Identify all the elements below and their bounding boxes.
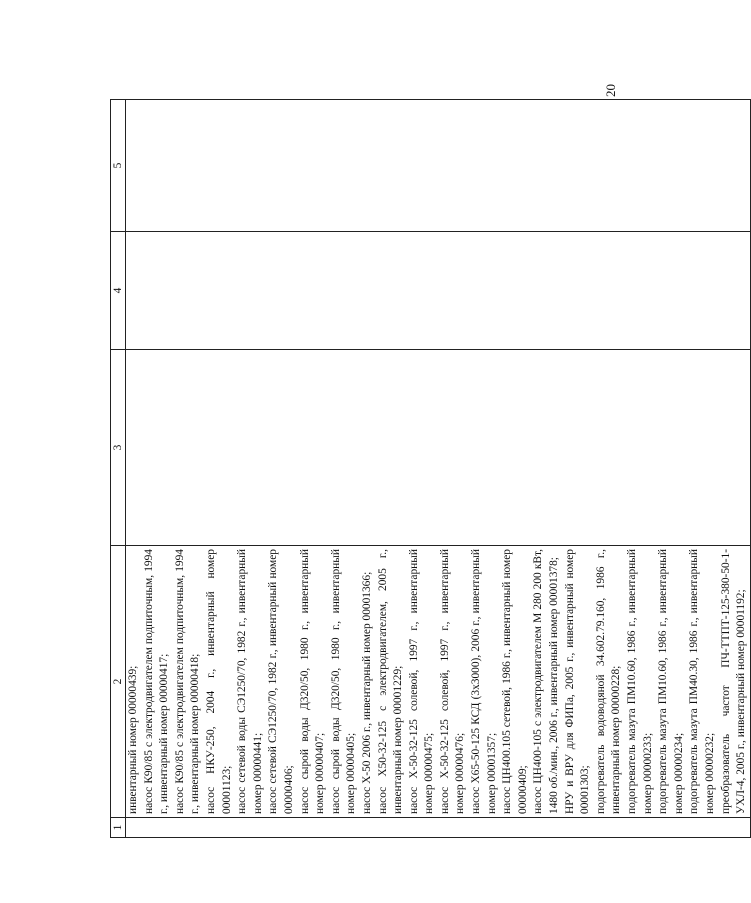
list-item: насос сырой воды Д320/50, 1980 г., инвентарный номер 00000407;	[298, 549, 327, 814]
cell-col-1	[126, 818, 751, 838]
list-item: насос ЦН400.105 сетевой, 1986 г., инвентарный номер 00000409;	[501, 549, 529, 814]
cell-col-5	[126, 100, 751, 232]
cell-col-2	[126, 546, 751, 818]
list-item: подогреватель водоводяной 34.602.79.160, 1986 г., инвентарный номер 00000228;	[594, 549, 623, 814]
column-header-4: 4	[111, 232, 126, 350]
list-item: насос сырой воды Д320/50, 1980 г., инвентарный номер 00000405;	[329, 549, 358, 814]
list-item: насос Х-50 2006 г., инвентарный номер 00001366;	[360, 571, 373, 814]
cell-col-4	[126, 232, 751, 350]
list-item: преобразователь частот ПЧ-ТТПТ-125-380-50-1-УХЛ-4, 2005 г., инвентарный номер 00001192;	[719, 549, 748, 814]
list-item: насос К90/85 с электродвигателем подпиточным, 1994 г., инвентарный номер 00000418;	[173, 549, 202, 814]
column-header-5: 5	[111, 100, 126, 232]
list-item: подогреватель мазута ПМ10.60, 1986 г., инвентарный номер 00000233;	[626, 549, 654, 814]
list-item: насос ЦН400-105 с электродвигателем М 280 200 кВт, 1480 об./мин., 2006 г., инвентарный номер 00001378;	[532, 549, 561, 814]
list-item: насос Х50-32-125 с электродвигателем, 2005 г., инвентарный номер 00001229;	[376, 549, 405, 814]
column-header-2: 2	[111, 546, 126, 818]
list-item: насос сетевой СЭ1250/70, 1982 г., инвентарный номер 00000406;	[267, 549, 295, 814]
rotated-page-content	[110, 100, 748, 838]
list-item: насос НКУ-250, 2004 г., инвентарный номер 00001123;	[204, 549, 233, 814]
list-item: насос Х65-50-125 КСД (3х3000), 2006 г., инвентарный номер 00001357;	[470, 549, 498, 814]
column-header-1: 1	[111, 818, 126, 838]
list-item: насос К90/85 с электродвигателем подпиточным, 1994 г., инвентарный номер 00000417;	[142, 549, 171, 814]
list-item: насос сетевой воды СЭ1250/70, 1982 г., инвентарный номер 00000441;	[236, 549, 264, 814]
list-item: инвентарный номер 00000439;	[127, 665, 139, 814]
list-item: подогреватель мазута ПМ40.30, 1986 г., инвентарный номер 00000232;	[688, 549, 716, 814]
list-item: подогреватель мазута ПМ10.60, 1986 г., инвентарный номер 00000234;	[657, 549, 685, 814]
cell-col-3	[126, 350, 751, 546]
table-row	[126, 100, 751, 838]
list-item: насос Х-50-32-125 солевой, 1997 г., инвентарный номер 00000476;	[438, 549, 467, 814]
header-row	[111, 100, 126, 838]
list-item: НРУ и ВРУ для ФИПа, 2005 г., инвентарный номер 00001303;	[563, 549, 592, 814]
equipment-table	[110, 99, 751, 838]
column-header-3: 3	[111, 350, 126, 546]
page-number: 20	[603, 84, 618, 97]
list-item: насос Х-50-32-125 солевой, 1997 г., инвентарный номер 00000475;	[407, 549, 436, 814]
